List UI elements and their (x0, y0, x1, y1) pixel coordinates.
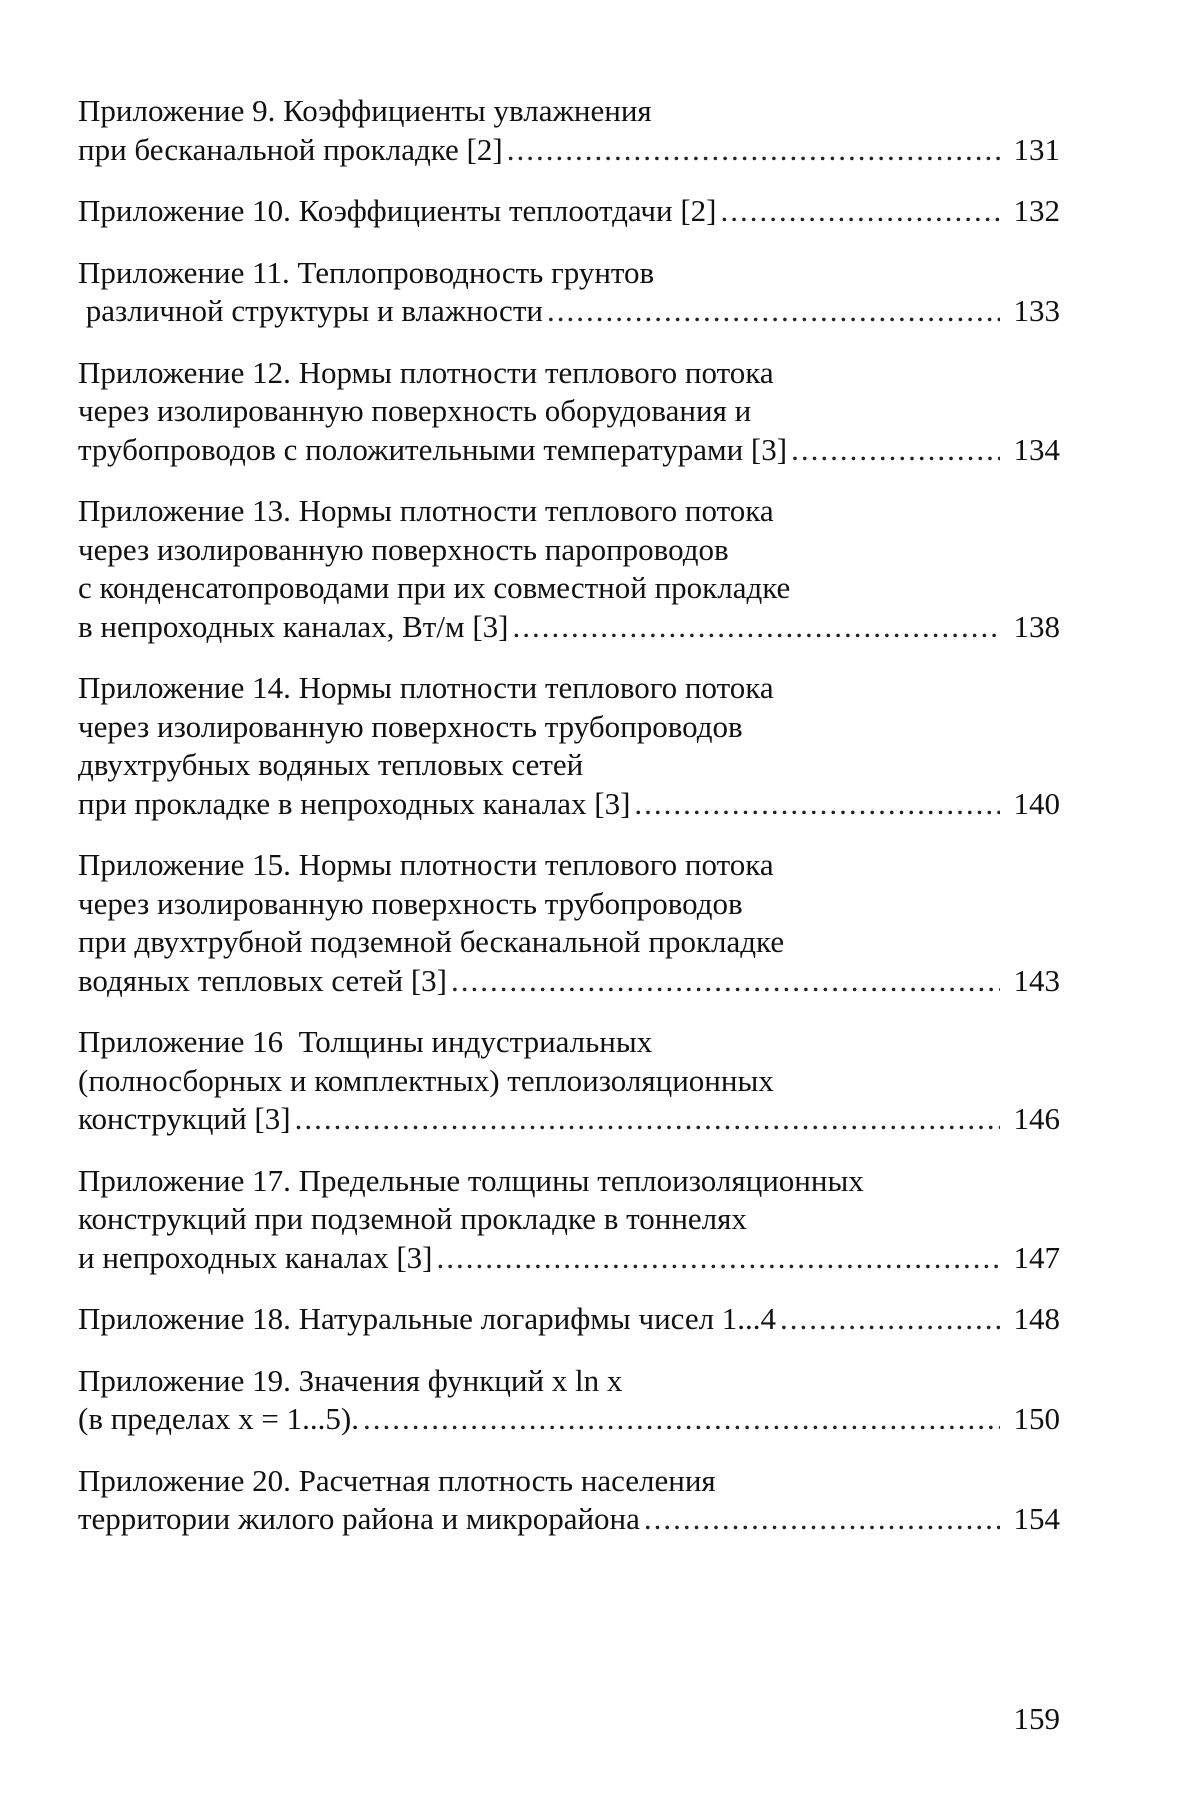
entry-line: Приложение 14. Нормы плотности теплового потока (78, 670, 774, 705)
entry-page-number: 146 (1013, 1101, 1060, 1136)
toc-entry-appendix-20 (78, 1462, 1060, 1539)
entry-text: конструкций [3] (78, 1101, 291, 1136)
toc-entry-appendix-15 (78, 846, 1060, 1000)
entry-line: Приложение 16 Толщины индустриальных (78, 1024, 653, 1059)
entry-last-line (78, 1500, 1060, 1539)
entry-text: Приложение 10. Коэффициенты теплоотдачи [2] (78, 193, 717, 228)
dot-leader (720, 192, 1000, 231)
entry-text: при бесканальной прокладке [2] (78, 131, 503, 167)
toc-entry-appendix-16 (78, 1023, 1060, 1139)
entry-page-number: 140 (1013, 785, 1060, 821)
entry-page-number: 147 (1013, 1239, 1060, 1275)
toc-entry-appendix-14 (78, 669, 1060, 823)
dot-leader (363, 1400, 1000, 1439)
entry-last-line (78, 1400, 1060, 1439)
dot-leader (547, 292, 1000, 331)
entry-line: Приложение 15. Нормы плотности теплового потока (78, 847, 774, 882)
entry-line: конструкций при подземной прокладке в тоннелях (78, 1201, 747, 1236)
entry-line: Приложение 12. Нормы плотности теплового потока (78, 354, 774, 390)
dot-leader (780, 1300, 1000, 1339)
toc-entry-appendix-18 (78, 1300, 1060, 1339)
table-of-contents (78, 92, 1060, 1562)
entry-page-number: 138 (1013, 608, 1060, 644)
entry-line: через изолированную поверхность паропроводов (78, 531, 729, 567)
entry-last-line (78, 1239, 1060, 1278)
entry-last-line (78, 431, 1060, 470)
dot-leader (507, 131, 1000, 170)
entry-text: различной структуры и влажности (78, 293, 543, 328)
entry-last-line (78, 292, 1060, 331)
entry-page-number: 134 (1013, 431, 1060, 467)
entry-line: Приложение 9. Коэффициенты увлажнения (78, 93, 652, 128)
toc-entry-appendix-11 (78, 254, 1060, 331)
dot-leader (295, 1100, 1000, 1139)
entry-page-number: 154 (1013, 1501, 1060, 1536)
entry-text: и непроходных каналах [3] (78, 1239, 433, 1275)
entry-line: (полносборных и комплектных) теплоизоляционных (78, 1062, 774, 1098)
entry-page-number: 150 (1013, 1401, 1060, 1436)
toc-entry-appendix-19 (78, 1362, 1060, 1439)
entry-line: с конденсатопроводами при их совместной прокладке (78, 570, 791, 605)
toc-entry-appendix-12 (78, 354, 1060, 470)
page-number: 159 (1013, 1701, 1060, 1736)
entry-text: территории жилого района и микрорайона (78, 1501, 640, 1536)
entry-text: при прокладке в непроходных каналах [3] (78, 785, 631, 821)
entry-last-line (78, 962, 1060, 1001)
toc-entry-appendix-13 (78, 492, 1060, 646)
dot-leader (634, 785, 1000, 824)
entry-last-line (78, 608, 1060, 647)
entry-text: трубопроводов с положительными температурами [3] (78, 431, 788, 467)
dot-leader (512, 608, 1000, 647)
entry-line: двухтрубных водяных тепловых сетей (78, 747, 584, 782)
entry-page-number: 133 (1013, 293, 1060, 328)
toc-entry-appendix-9 (78, 92, 1060, 169)
entry-line: через изолированную поверхность оборудования и (78, 393, 752, 428)
toc-entry-appendix-10 (78, 192, 1060, 231)
entry-page-number: 143 (1013, 962, 1060, 998)
entry-text: (в пределах x = 1...5). (78, 1401, 359, 1436)
dot-leader (451, 962, 1000, 1001)
entry-line: Приложение 19. Значения функций x ln x (78, 1362, 623, 1398)
entry-last-line (78, 1300, 1060, 1339)
entry-text: в непроходных каналах, Вт/м [3] (78, 608, 509, 644)
entry-page-number: 131 (1013, 131, 1060, 167)
entry-line: через изолированную поверхность трубопроводов (78, 708, 743, 744)
entry-line: Приложение 20. Расчетная плотность населения (78, 1462, 716, 1498)
dot-leader (436, 1239, 1000, 1278)
dot-leader (791, 431, 1000, 470)
entry-line: при двухтрубной подземной бесканальной прокладке (78, 924, 785, 959)
entry-last-line (78, 1100, 1060, 1139)
dot-leader (644, 1500, 1000, 1539)
entry-page-number: 132 (1013, 193, 1060, 228)
entry-text: Приложение 18. Натуральные логарифмы чисел 1...4 (78, 1301, 777, 1336)
entry-line: Приложение 11. Теплопроводность грунтов (78, 254, 655, 290)
entry-line: Приложение 17. Предельные толщины теплоизоляционных (78, 1162, 864, 1198)
entry-line: через изолированную поверхность трубопроводов (78, 885, 743, 921)
entry-last-line (78, 192, 1060, 231)
entry-line: Приложение 13. Нормы плотности теплового потока (78, 493, 774, 528)
toc-entry-appendix-17 (78, 1162, 1060, 1278)
entry-last-line (78, 785, 1060, 824)
entry-last-line (78, 131, 1060, 170)
entry-text: водяных тепловых сетей [3] (78, 962, 448, 998)
entry-page-number: 148 (1013, 1301, 1060, 1336)
